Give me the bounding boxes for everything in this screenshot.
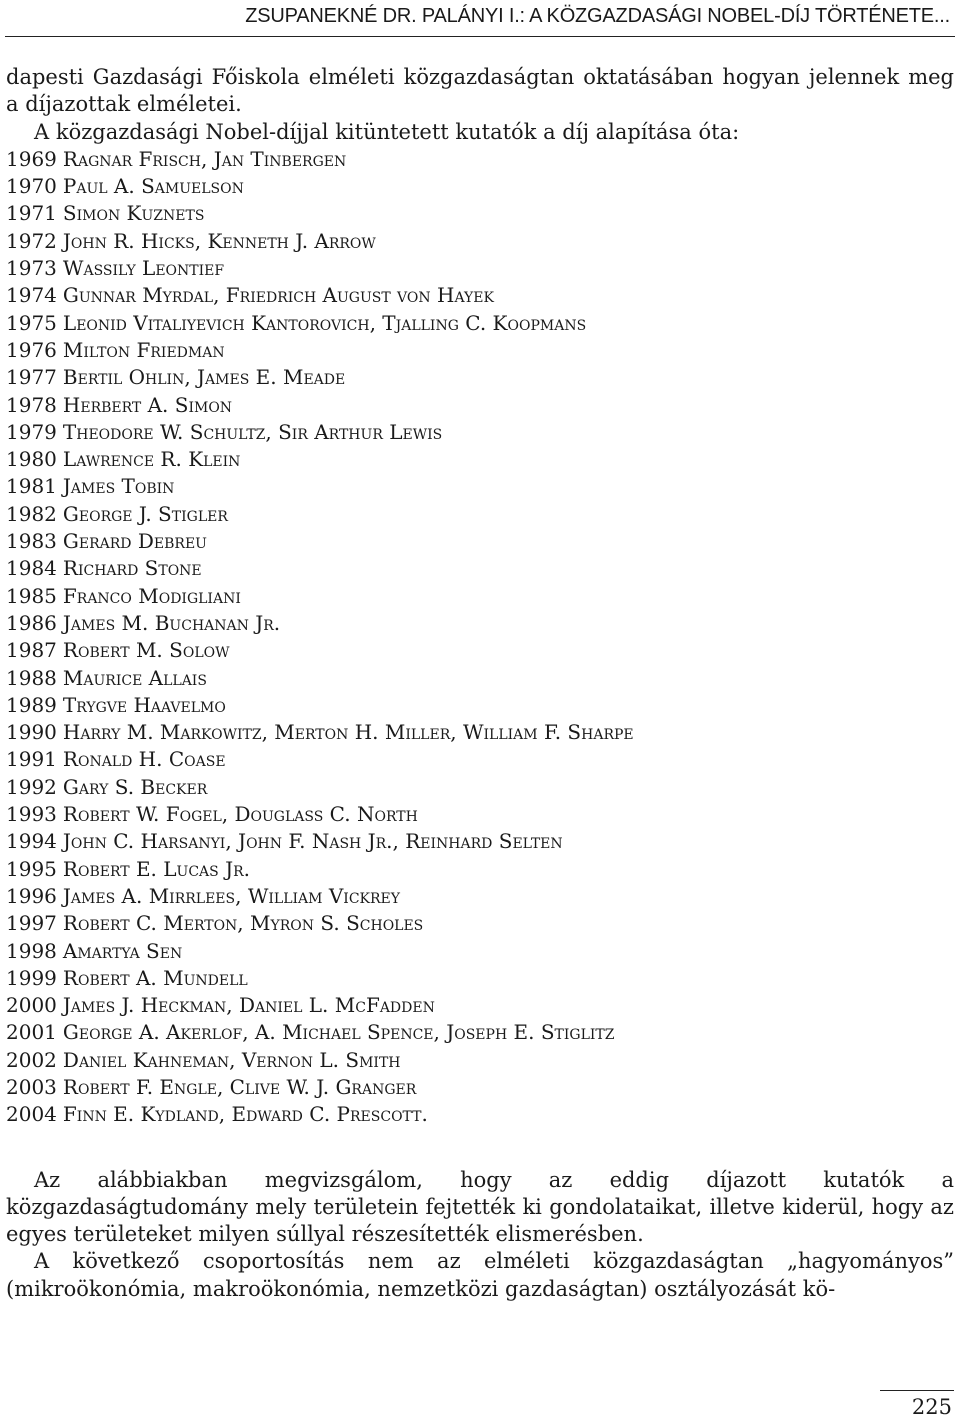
laureate-year: 1982 — [6, 501, 57, 526]
laureate-entry — [6, 856, 954, 883]
laureate-year: 1999 — [6, 965, 57, 990]
laureate-year: 1990 — [6, 720, 57, 745]
laureate-entry — [6, 583, 954, 610]
laureate-names: Milton Friedman — [62, 337, 225, 362]
laureate-entry — [6, 965, 954, 992]
laureate-year: 1981 — [6, 474, 57, 499]
laureate-names: Amartya Sen — [62, 938, 183, 963]
laureate-entry — [6, 1019, 954, 1046]
laureate-names: Maurice Allais — [62, 665, 207, 690]
continued-paragraph: dapesti Gazdasági Főiskola elméleti közgazdaságtan oktatásában hogyan jelennek meg a díjazottak elméletei. — [6, 65, 954, 117]
laureate-names: Lawrence R. Klein — [62, 447, 241, 472]
laureate-year: 1971 — [6, 201, 57, 226]
page-number: 225 — [911, 1395, 952, 1419]
laureate-year: 1972 — [6, 228, 57, 253]
laureate-entry — [6, 310, 954, 337]
laureate-year: 2001 — [6, 1020, 57, 1045]
laureate-names: Harry M. Markowitz, Merton H. Miller, William F. Sharpe — [62, 720, 634, 745]
laureate-names: Robert E. Lucas Jr. — [62, 856, 251, 881]
running-header — [0, 0, 960, 40]
laureate-entry — [6, 938, 954, 965]
laureate-names: James Tobin — [62, 474, 175, 499]
laureate-names: Ragnar Frisch, Jan Tinbergen — [62, 146, 347, 171]
laureate-names: Robert M. Solow — [62, 638, 230, 663]
laureate-entry — [6, 528, 954, 555]
laureate-year: 1970 — [6, 174, 57, 199]
laureate-names: Robert F. Engle, Clive W. J. Granger — [62, 1074, 417, 1099]
laureate-year: 2003 — [6, 1074, 57, 1099]
laureate-entry — [6, 828, 954, 855]
laureate-entry — [6, 228, 954, 255]
laureate-entry — [6, 665, 954, 692]
laureate-year: 1989 — [6, 692, 57, 717]
laureate-year: 1996 — [6, 883, 57, 908]
laureate-entry — [6, 555, 954, 582]
laureate-entry — [6, 910, 954, 937]
laureate-entry — [6, 1074, 954, 1101]
laureate-entry — [6, 200, 954, 227]
laureate-entry — [6, 774, 954, 801]
laureate-entry — [6, 337, 954, 364]
page-body — [6, 64, 954, 1303]
laureate-year: 1976 — [6, 337, 57, 362]
body-paragraph-2: A következő csoportosítás nem az elméleti közgazdaságtan „hagyományos” (mikroökonómia, makroökonómia, nemzetközi gazdaságtan) osztályozását kö- — [6, 1249, 954, 1301]
laureate-year: 1994 — [6, 829, 57, 854]
laureate-entry — [6, 419, 954, 446]
laureate-names: Gerard Debreu — [62, 529, 207, 554]
laureate-entry — [6, 637, 954, 664]
laureate-names: George A. Akerlof, A. Michael Spence, Joseph E. Stiglitz — [62, 1020, 615, 1045]
laureate-names: John R. Hicks, Kenneth J. Arrow — [62, 228, 376, 253]
laureate-names: Richard Stone — [62, 556, 202, 581]
laureate-entry — [6, 255, 954, 282]
laureate-year: 1984 — [6, 556, 57, 581]
laureate-names: James J. Heckman, Daniel L. McFadden — [62, 993, 435, 1018]
laureate-entry — [6, 446, 954, 473]
laureate-entry — [6, 692, 954, 719]
laureate-entry — [6, 1101, 954, 1128]
laureate-names: Ronald H. Coase — [62, 747, 226, 772]
laureate-names: Robert W. Fogel, Douglass C. North — [62, 802, 418, 827]
laureate-entry — [6, 610, 954, 637]
laureate-year: 1993 — [6, 802, 57, 827]
laureate-names: Wassily Leontief — [62, 256, 225, 281]
running-title: ZSUPANEKNÉ DR. PALÁNYI I.: A KÖZGAZDASÁGI NOBEL-DÍJ TÖRTÉNETE... — [245, 5, 950, 27]
laureate-year: 1985 — [6, 583, 57, 608]
laureate-names: Paul A. Samuelson — [62, 174, 244, 199]
laureate-names: John C. Harsanyi, John F. Nash Jr., Reinhard Selten — [62, 829, 563, 854]
laureate-year: 1998 — [6, 938, 57, 963]
laureate-names: Gunnar Myrdal, Friedrich August von Hayek — [62, 283, 494, 308]
laureate-entry — [6, 801, 954, 828]
laureate-year: 1987 — [6, 638, 57, 663]
laureate-year: 1975 — [6, 310, 57, 335]
laureate-entry — [6, 364, 954, 391]
laureate-names: George J. Stigler — [62, 501, 228, 526]
laureate-year: 1986 — [6, 610, 57, 635]
laureate-year: 2002 — [6, 1047, 57, 1072]
laureate-year: 1997 — [6, 911, 57, 936]
laureate-year: 1979 — [6, 419, 57, 444]
laureate-entry — [6, 992, 954, 1019]
laureate-year: 1992 — [6, 774, 57, 799]
laureate-year: 1973 — [6, 256, 57, 281]
laureate-names: Theodore W. Schultz, Sir Arthur Lewis — [62, 419, 443, 444]
laureate-entry — [6, 282, 954, 309]
laureate-list — [6, 146, 954, 1129]
laureate-names: Daniel Kahneman, Vernon L. Smith — [62, 1047, 401, 1072]
laureate-year: 1974 — [6, 283, 57, 308]
list-intro: A közgazdasági Nobel-díjjal kitüntetett kutatók a díj alapítása óta: — [34, 119, 740, 144]
laureate-year: 2000 — [6, 993, 57, 1018]
laureate-names: Franco Modigliani — [62, 583, 241, 608]
laureate-year: 1995 — [6, 856, 57, 881]
laureate-year: 1977 — [6, 365, 57, 390]
laureate-entry — [6, 146, 954, 173]
laureate-names: Bertil Ohlin, James E. Meade — [62, 365, 346, 390]
footer-rule — [880, 1390, 954, 1391]
laureate-names: Herbert A. Simon — [62, 392, 233, 417]
laureate-year: 1988 — [6, 665, 57, 690]
laureate-names: Robert C. Merton, Myron S. Scholes — [62, 911, 424, 936]
laureate-year: 2004 — [6, 1102, 57, 1127]
laureate-year: 1969 — [6, 146, 57, 171]
section-gap — [6, 1129, 954, 1167]
laureate-entry — [6, 173, 954, 200]
laureate-year: 1980 — [6, 447, 57, 472]
laureate-names: Robert A. Mundell — [62, 965, 248, 990]
laureate-names: Finn E. Kydland, Edward C. Prescott. — [62, 1102, 428, 1127]
body-paragraph-1: Az alábbiakban megvizsgálom, hogy az eddig díjazott kutatók a közgazdaságtudomány mely területein fejtették ki gondolataikat, illetve kiderül, hogy az egyes területeket milyen súllyal részesítették elismerésben. — [6, 1167, 954, 1247]
laureate-entry — [6, 746, 954, 773]
header-rule — [5, 36, 955, 37]
laureate-entry — [6, 473, 954, 500]
laureate-names: Simon Kuznets — [62, 201, 205, 226]
laureate-names: Leonid Vitaliyevich Kantorovich, Tjalling C. Koopmans — [62, 310, 587, 335]
laureate-names: James A. Mirrlees, William Vickrey — [62, 883, 400, 908]
laureate-names: James M. Buchanan Jr. — [62, 610, 281, 635]
laureate-entry — [6, 392, 954, 419]
laureate-year: 1991 — [6, 747, 57, 772]
laureate-year: 1983 — [6, 529, 57, 554]
laureate-year: 1978 — [6, 392, 57, 417]
laureate-entry — [6, 719, 954, 746]
laureate-entry — [6, 883, 954, 910]
laureate-names: Gary S. Becker — [62, 774, 208, 799]
laureate-entry — [6, 501, 954, 528]
laureate-entry — [6, 1047, 954, 1074]
laureate-names: Trygve Haavelmo — [62, 692, 226, 717]
